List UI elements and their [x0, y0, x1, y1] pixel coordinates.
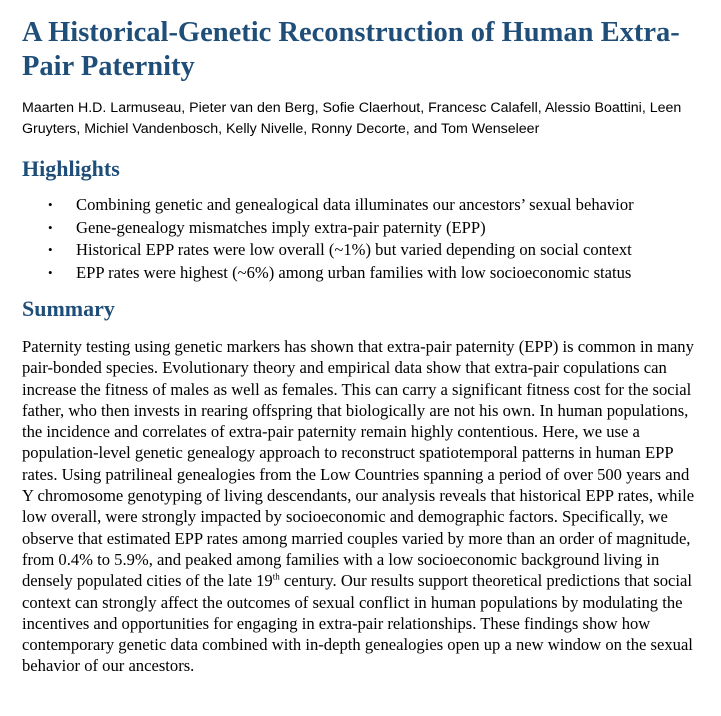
highlight-text: Gene-genealogy mismatches imply extra-pair paternity (EPP): [76, 217, 486, 237]
highlight-text: Historical EPP rates were low overall (~1%) but varied depending on social context: [76, 240, 632, 259]
summary-text-part2: century. Our results support theoretical predictions that social context can strongly affect the outcomes of sexual conflict in human populations by modulating the incentives and opportunities for engaging in extra-pair relationships. These findings show how contemporary genetic data combined with in-depth genealogies open up a new window on the sexual behavior of our ancestors.: [22, 571, 693, 676]
paper-page: [22, 0, 702, 677]
bullet-icon: •: [48, 264, 53, 280]
summary-heading: Summary: [22, 296, 115, 321]
summary-superscript: th: [272, 571, 280, 582]
highlight-item: [22, 239, 702, 262]
highlights-list: [22, 194, 702, 284]
highlight-item: [22, 194, 702, 217]
bullet-icon: •: [48, 242, 53, 257]
author-list: Maarten H.D. Larmuseau, Pieter van den Berg, Sofie Claerhout, Francesc Calafell, Alessio Boattini, Leen Gruyters, Michiel Vandenbosch, Kelly Nivelle, Ronny Decorte, and Tom Wenseleer: [22, 100, 682, 137]
highlight-item: [22, 217, 702, 240]
highlight-text: EPP rates were highest (~6%) among urban families with low socioeconomic status: [76, 262, 632, 282]
highlight-item: [22, 262, 702, 285]
highlights-heading: Highlights: [22, 156, 120, 181]
paper-title: A Historical-Genetic Reconstruction of Human Extra-Pair Paternity: [22, 17, 680, 82]
summary-text-part1: Paternity testing using genetic markers has shown that extra-pair paternity (EPP) is common in many pair-bonded species. Evolutionary theory and empirical data show that extra-pair copulations can increase the fitness of males as well as females. This can carry a significant fitness cost for the social father, who then invests in rearing offspring that biologically are not his own. In human populations, the incidence and correlates of extra-pair paternity remain highly contentious. Here, we use a population-level genetic genealogy approach to reconstruct spatiotemporal patterns in human EPP rates. Using patrilineal genealogies from the Low Countries spanning a period of over 500 years and Y chromosome genotyping of living descendants, our analysis reveals that historical EPP rates, while low overall, were strongly impacted by socioeconomic and demographic factors. Specifically, we observe that estimated EPP rates among married couples varied by more than an order of magnitude, from 0.4% to 5.9%, and peaked among families with a low socioeconomic background living in densely populated cities of the late 19: [22, 337, 695, 591]
bullet-icon: •: [48, 219, 53, 235]
highlight-text: Combining genetic and genealogical data illuminates our ancestors’ sexual behavior: [76, 195, 634, 214]
summary-paragraph: [22, 336, 700, 677]
bullet-icon: •: [48, 197, 53, 212]
